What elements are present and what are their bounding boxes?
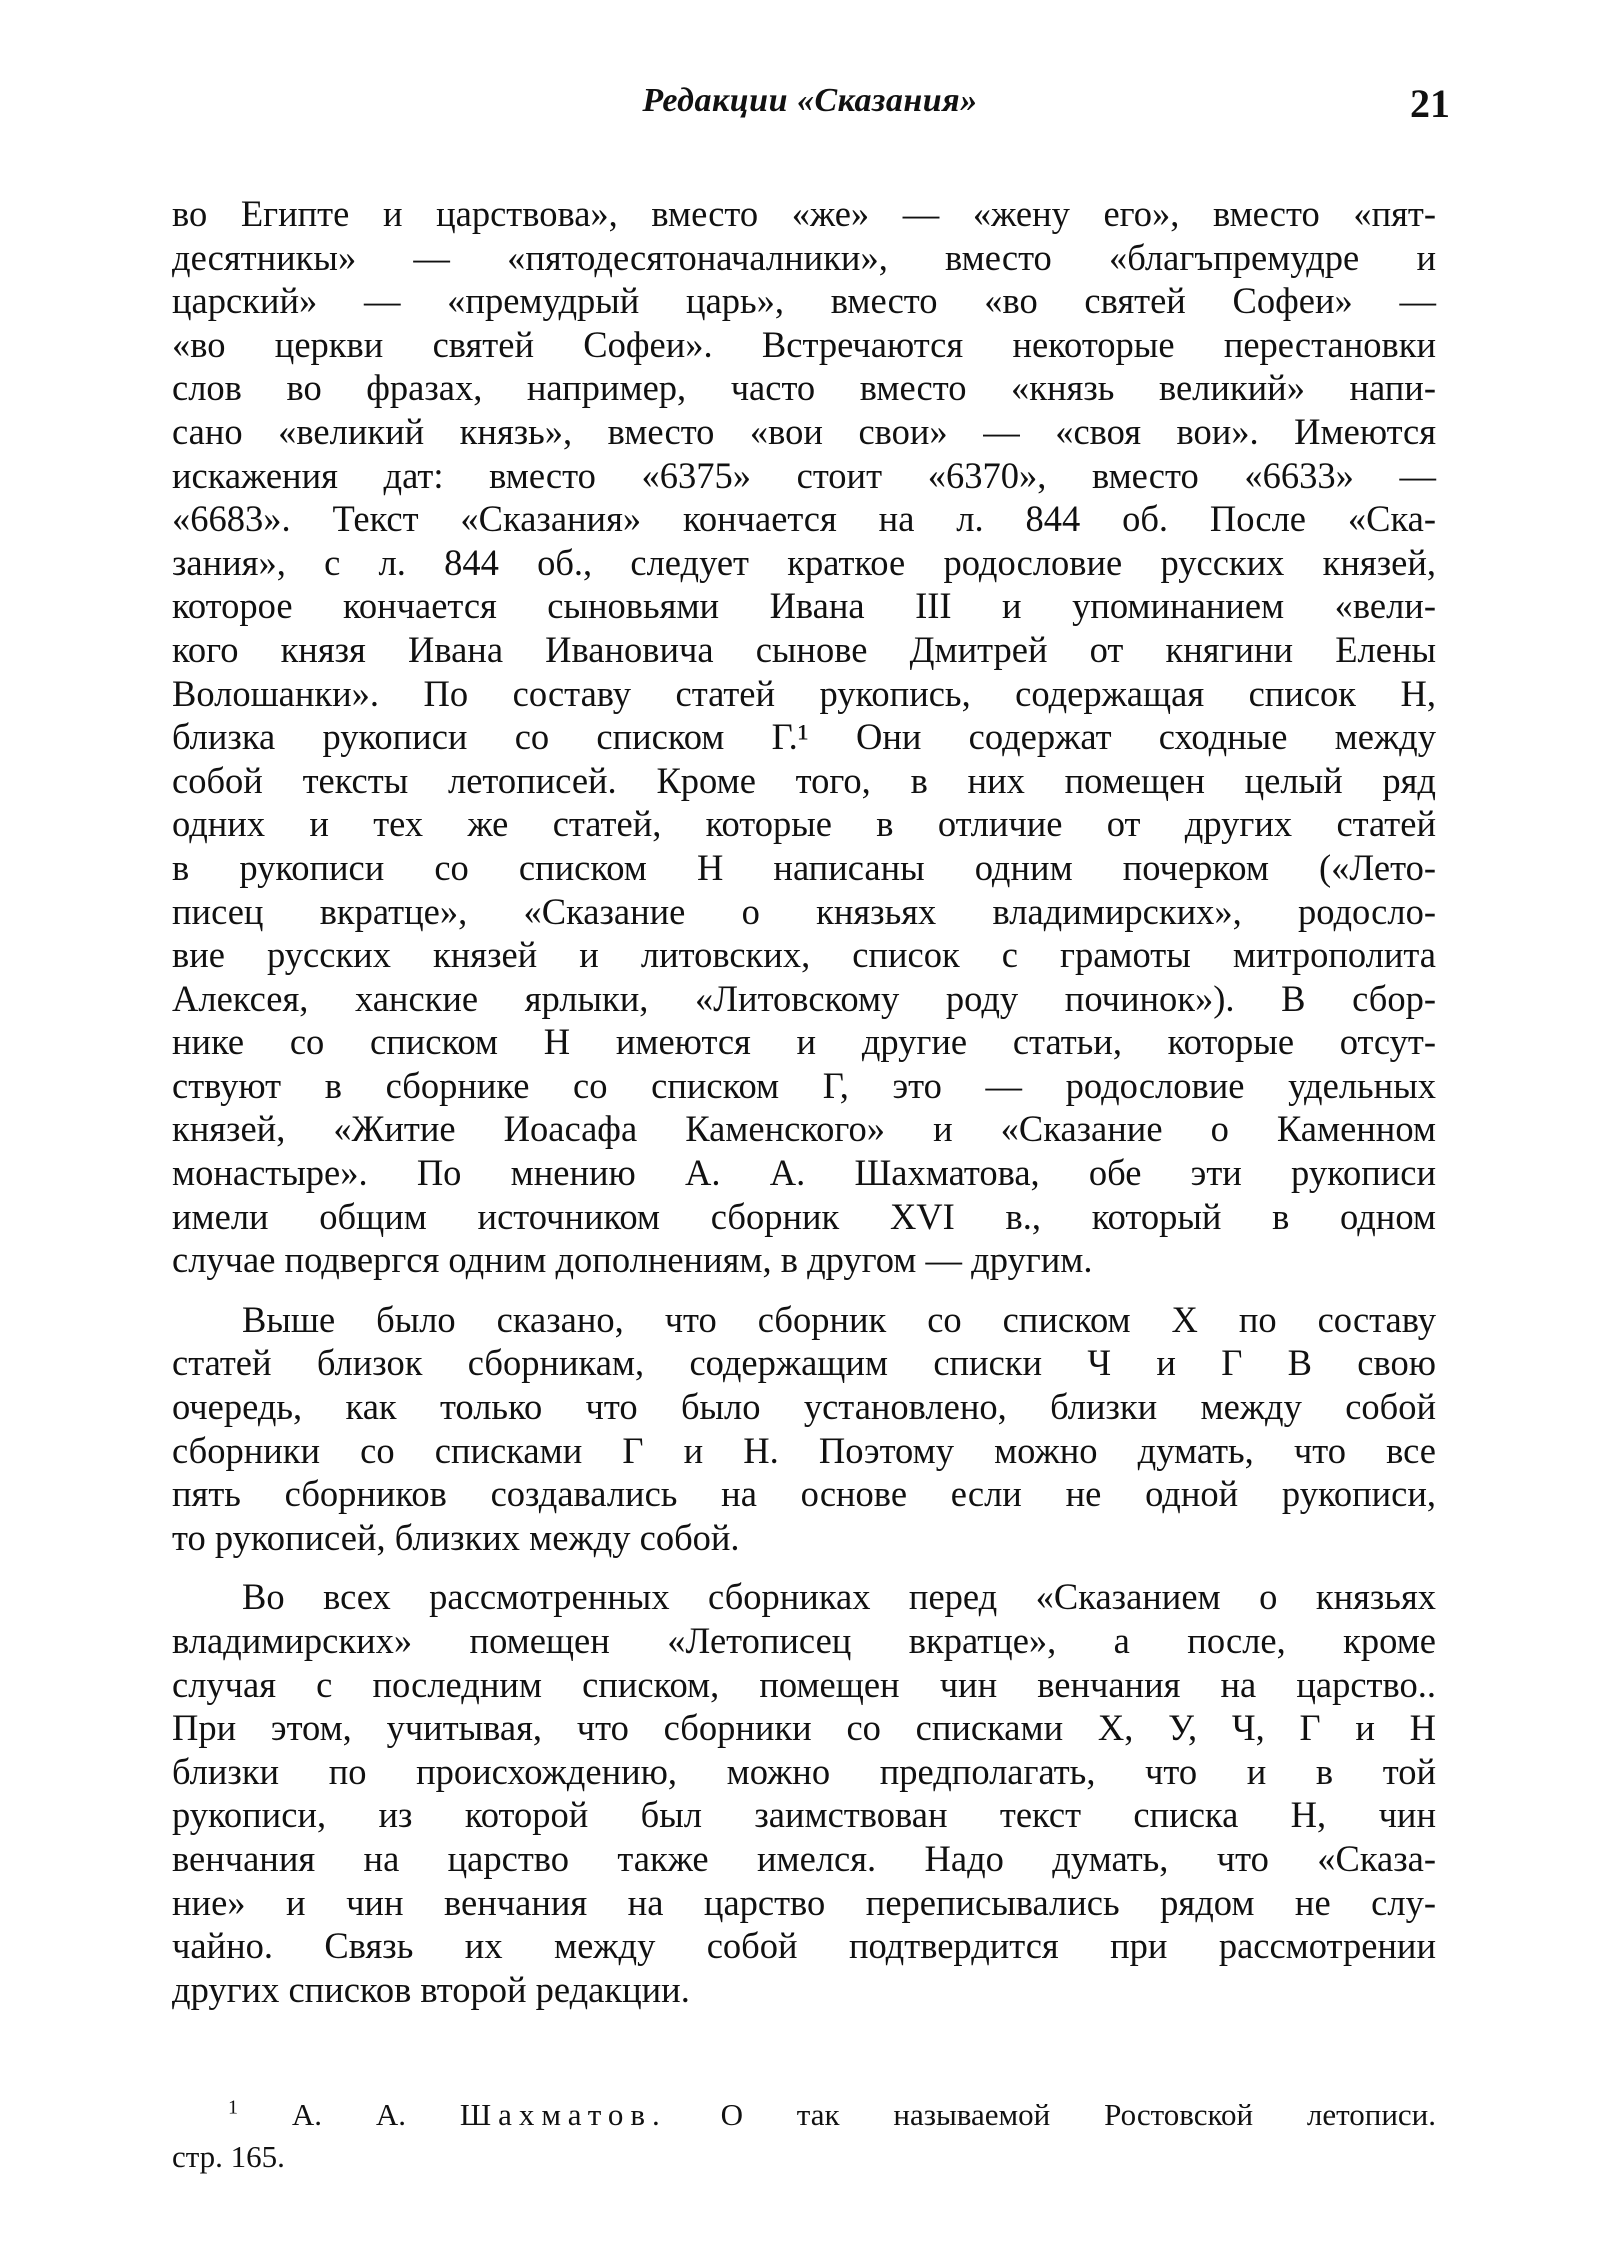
text-line: сано «великий князь», вместо «вои свои» — «своя вои». Имеются <box>172 410 1436 452</box>
running-title: Редакции «Сказания» <box>642 82 978 119</box>
footnote-author-initials: А. А. <box>291 2097 406 2132</box>
footnote-title: О так называемой Ростовской летописи. <box>720 2097 1437 2132</box>
text-line: писец вкратце», «Сказание о князьях владимирских», родосло- <box>172 890 1436 932</box>
text-line: владимирских» помещен «Летописец вкратце», а после, кроме <box>172 1620 1436 1661</box>
text-line: искажения дат: вместо «6375» стоит «6370», вместо «6633» — <box>172 454 1436 496</box>
paragraph <box>172 1575 1436 2011</box>
text-line: случая с последним списком, помещен чин венчания на царство.. <box>172 1663 1436 1705</box>
paragraph <box>172 192 1436 1282</box>
text-line: монастыре». По мнению А. А. Шахматова, обе эти рукописи <box>172 1152 1436 1194</box>
text-line: кого князя Ивана Ивановича сынове Дмитрей от княгини Елены <box>172 628 1436 670</box>
text-line: Выше было сказано, что сборник со списком Х по составу <box>242 1298 1436 1340</box>
text-line: близки по происхождению, можно предполагать, что и в той <box>172 1750 1436 1792</box>
text-line: рукописи, из которой был заимствован текст списка Н, чин <box>172 1794 1436 1836</box>
text-line: имели общим источником сборник XVI в., который в одном <box>172 1195 1436 1237</box>
text-line: пять сборников создавались на основе если не одной рукописи, <box>172 1473 1436 1515</box>
text-line: других списков второй редакции. <box>172 1968 690 2010</box>
text-line: то рукописей, близких между собой. <box>172 1516 740 1558</box>
text-line: во Египте и царствова», вместо «же» — «жену его», вместо «пят- <box>172 193 1436 234</box>
text-line: зания», с л. 844 об., следует краткое родословие русских князей, <box>172 541 1436 583</box>
text-line: чайно. Связь их между собой подтвердится при рассмотрении <box>172 1925 1436 1967</box>
text-line: одних и тех же статей, которые в отличие от других статей <box>172 803 1436 845</box>
text-line: Волошанки». По составу статей рукопись, содержащая список Н, <box>172 672 1436 714</box>
footnote-line-2: стр. 165. <box>172 2139 285 2174</box>
text-line: которое кончается сыновьями Ивана III и упоминанием «вели- <box>172 585 1436 627</box>
paragraph <box>172 1298 1436 1560</box>
text-line: слов во фразах, например, часто вместо «князь великий» напи- <box>172 367 1436 409</box>
text-line: князей, «Житие Иоасафа Каменского» и «Сказание о Каменном <box>172 1108 1436 1150</box>
footnote-author-surname: Шахматов. <box>459 2097 667 2132</box>
text-line: случае подвергся одним дополнениям, в другом — другим. <box>172 1239 1093 1281</box>
text-line: ние» и чин венчания на царство переписывались рядом не слу- <box>172 1881 1436 1923</box>
text-line: десятникы» — «пятодесятоначалники», вместо «благъпремудре и <box>172 236 1436 278</box>
text-line: Алексея, ханские ярлыки, «Литовскому роду починок»). В сбор- <box>172 977 1436 1019</box>
text-line: нике со списком Н имеются и другие статьи, которые отсут- <box>172 1021 1436 1063</box>
text-line: царский» — «премудрый царь», вместо «во святей Софеи» — <box>172 280 1436 322</box>
text-line: ствуют в сборнике со списком Г, это — родословие удельных <box>172 1064 1436 1106</box>
text-line: Во всех рассмотренных сборниках перед «Сказанием о князьях <box>242 1576 1436 1618</box>
text-line: статей близок сборникам, содержащим списки Ч и Г В свою <box>172 1342 1436 1384</box>
text-line: в рукописи со списком Н написаны одним почерком («Лето- <box>172 846 1436 888</box>
running-head <box>170 82 1450 142</box>
text-line: собой тексты летописей. Кроме того, в них помещен целый ряд <box>172 759 1436 801</box>
text-line: «во церкви святей Софеи». Встречаются некоторые перестановки <box>172 323 1436 365</box>
text-line: близка рукописи со списком Г.¹ Они содержат сходные между <box>172 716 1436 758</box>
footnote <box>172 2094 1436 2178</box>
text-line: вие русских князей и литовских, список с грамоты митрополита <box>172 934 1436 976</box>
footnote-line-1 <box>172 2094 1436 2136</box>
footnote-marker: 1 <box>228 2096 238 2119</box>
body-text <box>172 192 1436 2027</box>
text-line: сборники со списками Г и Н. Поэтому можно думать, что все <box>172 1429 1436 1471</box>
text-line: При этом, учитывая, что сборники со списками Х, У, Ч, Г и Н <box>172 1707 1436 1749</box>
text-line: очередь, как только что было установлено, близки между собой <box>172 1386 1436 1428</box>
text-line: «6683». Текст «Сказания» кончается на л. 844 об. После «Ска- <box>172 498 1436 540</box>
page-number: 21 <box>1410 81 1450 126</box>
text-line: венчания на царство также имелся. Надо думать, что «Сказа- <box>172 1837 1436 1879</box>
